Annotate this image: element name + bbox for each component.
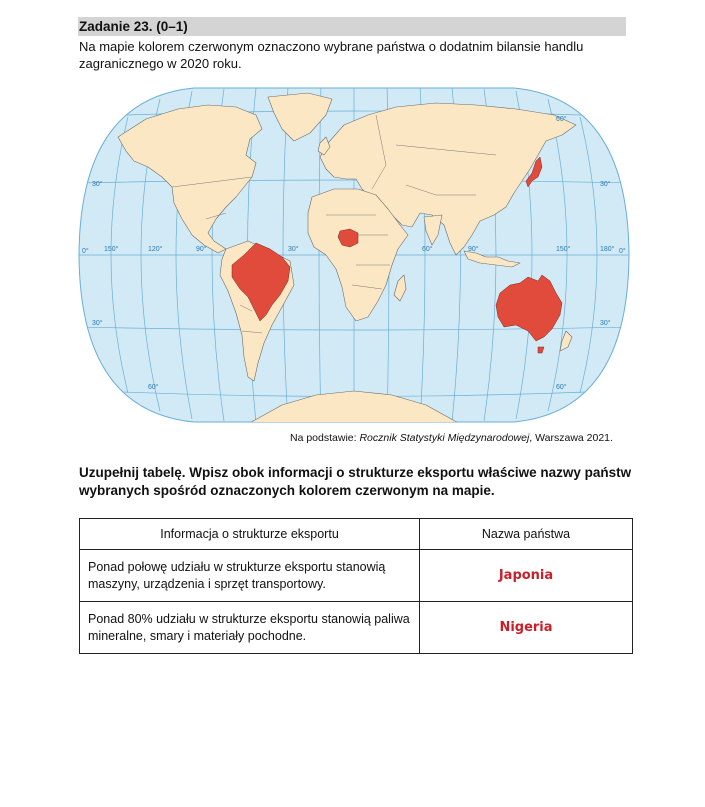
lon-label: 150°: [104, 246, 119, 253]
lon-label: 120°: [148, 246, 163, 253]
lon-label: 150°: [556, 246, 571, 253]
table-row: [80, 550, 633, 602]
lat-label: 60°: [556, 384, 567, 391]
world-map: [76, 85, 632, 425]
lon-label: 90°: [468, 246, 479, 253]
lat-label: 0°: [619, 248, 626, 255]
map-source: [290, 432, 613, 444]
task-title: Zadanie 23. (0–1): [78, 17, 626, 36]
task-instruction: Uzupełnij tabelę. Wpisz obok informacji o strukturze eksportu właściwe nazwy państw wybranych spośród oznaczonych kolorem czerwonym na mapie.: [79, 465, 632, 498]
column-header-country: Nazwa państwa: [420, 519, 633, 550]
lat-label: 60°: [556, 116, 567, 123]
table-header-row: [80, 519, 633, 550]
lat-label: 30°: [600, 181, 611, 188]
lon-label: 60°: [422, 246, 433, 253]
export-info-cell: Ponad połowę udziału w strukturze eksportu stanowią maszyny, urządzenia i sprzęt transportowy.: [80, 550, 420, 602]
lat-label: 30°: [92, 181, 103, 188]
source-title: Rocznik Statystyki Międzynarodowej: [359, 432, 530, 444]
lat-label: 30°: [600, 320, 611, 327]
lat-label: 60°: [148, 384, 159, 391]
lon-label: 30°: [288, 246, 299, 253]
lon-label: 180°: [600, 246, 615, 253]
country-answer-cell[interactable]: Japonia: [420, 550, 633, 602]
answer-table: [79, 518, 633, 654]
column-header-info: Informacja o strukturze eksportu: [80, 519, 420, 550]
source-suffix: , Warszawa 2021.: [529, 432, 613, 444]
lat-label: 0°: [82, 248, 89, 255]
lat-label: 30°: [92, 320, 103, 327]
task-intro: Na mapie kolorem czerwonym oznaczono wybrane państwa o dodatnim bilansie handlu zagranicznego w 2020 roku.: [79, 39, 584, 71]
lon-label: 90°: [196, 246, 207, 253]
country-answer-cell[interactable]: Nigeria: [420, 602, 633, 654]
source-prefix: Na podstawie:: [290, 432, 360, 444]
table-row: [80, 602, 633, 654]
export-info-cell: Ponad 80% udziału w strukturze eksportu stanowią paliwa mineralne, smary i materiały pochodne.: [80, 602, 420, 654]
